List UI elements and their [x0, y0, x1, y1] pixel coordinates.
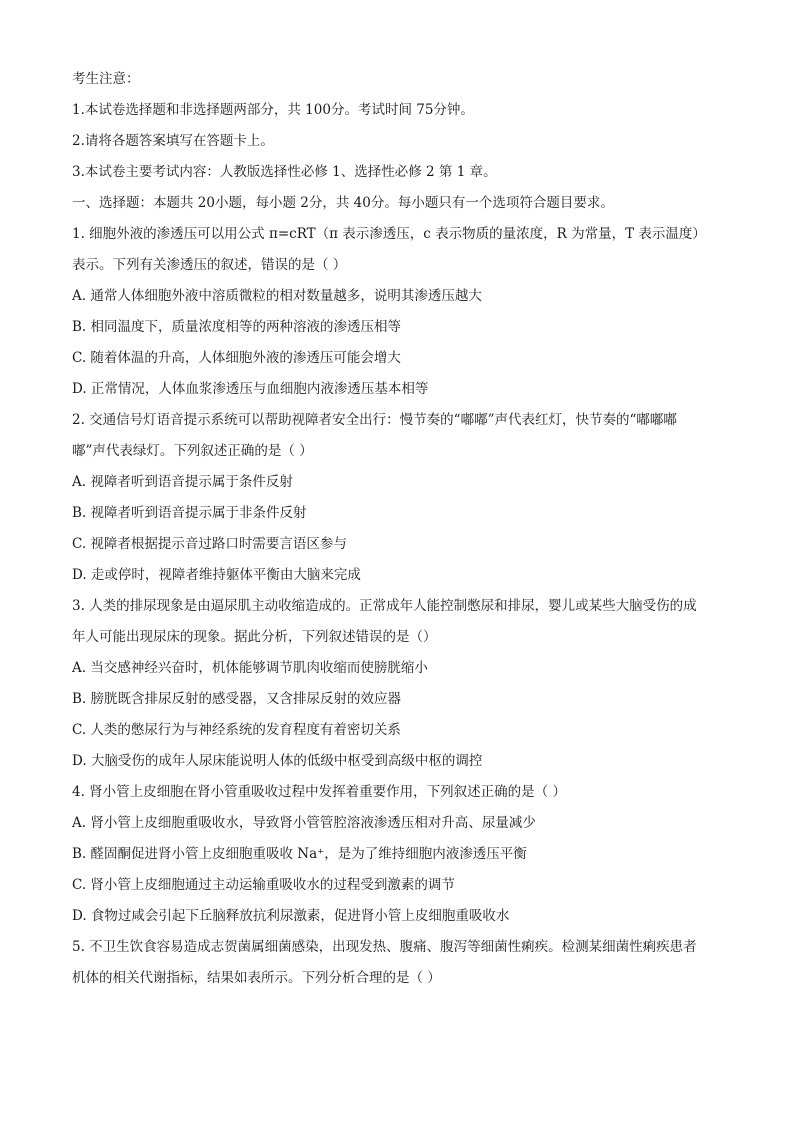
question-3: [72, 591, 732, 777]
option-c: C. 视障者根据提示音过路口时需要言语区参与: [72, 536, 347, 552]
question-4: [72, 777, 732, 932]
option-d: D. 正常情况，人体血浆渗透压与血细胞内液渗透压基本相等: [72, 381, 429, 397]
question-2: [72, 405, 732, 591]
option-c: C. 人类的憋尿行为与神经系统的发育程度有着密切关系: [72, 722, 401, 738]
option-d: D. 大脑受伤的成年人尿床能说明人体的低级中枢受到高级中枢的调控: [72, 753, 483, 769]
question-stem-line: 3. 人类的排尿现象是由逼尿肌主动收缩造成的。正常成年人能控制憋尿和排尿，婴儿或某些大脑受伤的成: [72, 598, 697, 614]
question-5: [72, 932, 732, 994]
question-stem-line: 4. 肾小管上皮细胞在肾小管重吸收过程中发挥着重要作用，下列叙述正确的是（ ）: [72, 784, 566, 800]
question-stem-line: 2. 交通信号灯语音提示系统可以帮助视障者安全出行：慢节奏的“嘟嘟”声代表红灯，快节奏的“嘟嘟嘟: [72, 412, 677, 428]
question-stem-line: 嘟”声代表绿灯。下列叙述正确的是（ ）: [72, 443, 313, 459]
option-a: A. 通常人体细胞外液中溶质微粒的相对数量越多，说明其渗透压越大: [72, 288, 482, 304]
section-header: 一、选择题：本题共 20小题，每小题 2分，共 40分。每小题只有一个选项符合题目要求。: [72, 195, 614, 211]
question-stem-line: 1. 细胞外液的渗透压可以用公式 π=cRT（π 表示渗透压，c 表示物质的量浓度，R 为常量，T 表示温度）: [72, 226, 706, 242]
option-d: D. 食物过咸会引起下丘脑释放抗利尿激素，促进肾小管上皮细胞重吸收水: [72, 908, 510, 924]
notice-item: 2.请将各题答案填写在答题卡上。: [72, 133, 274, 149]
question-stem-line: 5. 不卫生饮食容易造成志贺菌属细菌感染，出现发热、腹痛、腹泻等细菌性痢疾。检测某细菌性痢疾患者: [72, 939, 697, 955]
option-b: B. 膀胱既含排尿反射的感受器，又含排尿反射的效应器: [72, 691, 402, 707]
notice-item: 3.本试卷主要考试内容：人教版选择性必修 1、选择性必修 2 第 1 章。: [72, 164, 497, 180]
question-1: [72, 219, 732, 405]
option-b: B. 相同温度下，质量浓度相等的两种溶液的渗透压相等: [72, 319, 402, 335]
notice-item: 1.本试卷选择题和非选择题两部分，共 100分。考试时间 75分钟。: [72, 102, 474, 118]
option-c: C. 肾小管上皮细胞通过主动运输重吸收水的过程受到激素的调节: [72, 877, 455, 893]
question-stem-line: 年人可能出现尿床的现象。据此分析，下列叙述错误的是（）: [72, 629, 437, 645]
exam-content: [72, 64, 732, 994]
question-stem-line: 表示。下列有关渗透压的叙述，错误的是（ ）: [72, 257, 347, 273]
option-a: A. 视障者听到语音提示属于条件反射: [72, 474, 293, 490]
option-a: A. 肾小管上皮细胞重吸收水，导致肾小管管腔溶液渗透压相对升高、尿量减少: [72, 815, 536, 831]
notice-title: 考生注意：: [72, 71, 140, 87]
option-d: D. 走或停时，视障者维持躯体平衡由大脑来完成: [72, 567, 361, 583]
option-b: B. 醛固酮促进肾小管上皮细胞重吸收 Na⁺，是为了维持细胞内液渗透压平衡: [72, 846, 527, 862]
option-a: A. 当交感神经兴奋时，机体能够调节肌肉收缩而使膀胱缩小: [72, 660, 428, 676]
question-stem-line: 机体的相关代谢指标，结果如表所示。下列分析合理的是（ ）: [72, 970, 441, 986]
option-b: B. 视障者听到语音提示属于非条件反射: [72, 505, 307, 521]
option-c: C. 随着体温的升高，人体细胞外液的渗透压可能会增大: [72, 350, 401, 366]
